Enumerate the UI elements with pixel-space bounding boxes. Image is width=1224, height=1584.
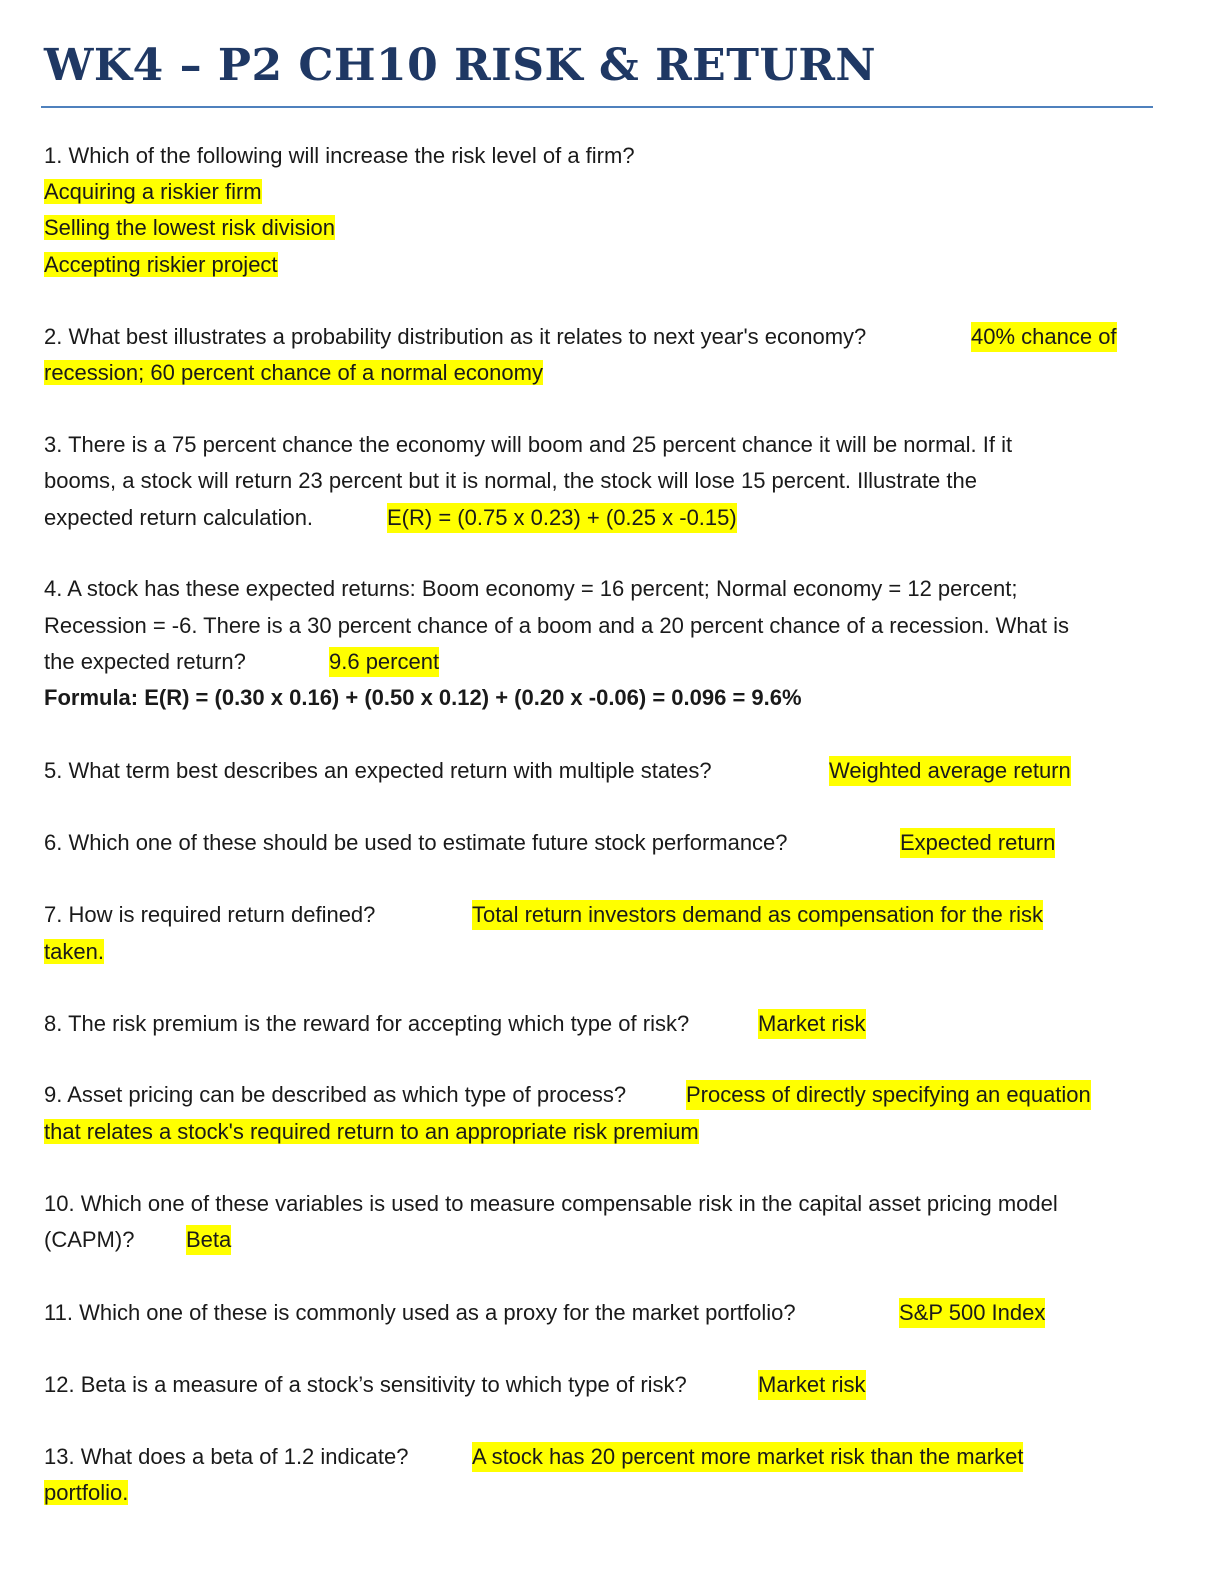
question-1-answer-1 [44, 177, 262, 207]
question-11-text: 11. Which one of these is commonly used as a proxy for the market portfolio? [44, 1300, 796, 1325]
question-4-text-3: the expected return? [44, 649, 246, 674]
question-10-text-1: 10. Which one of these variables is used to measure compensable risk in the capital asset pricing model [44, 1191, 1058, 1216]
formula-text: Formula: E(R) = (0.30 x 0.16) + (0.50 x 0.12) + (0.20 x -0.06) = 0.096 = 9.6% [44, 685, 802, 710]
question-2-answer-continued [44, 358, 543, 388]
question-3-answer: E(R) = (0.75 x 0.23) + (0.25 x -0.15) [387, 503, 737, 533]
question-10-line-1 [44, 1189, 1058, 1219]
question-1-answer-3 [44, 250, 278, 280]
question-9 [44, 1080, 1091, 1110]
question-2-answer-part-2: recession; 60 percent chance of a normal economy [44, 360, 543, 385]
question-13-answer-part-2: portfolio. [44, 1480, 129, 1505]
question-3-line-2 [44, 466, 977, 496]
question-10-text-2: (CAPM)? [44, 1227, 135, 1252]
question-3-text-3: expected return calculation. [44, 505, 314, 530]
question-10-answer: Beta [186, 1225, 231, 1255]
question-13-answer-part-1: A stock has 20 percent more market risk than the market [472, 1442, 1023, 1472]
question-8 [44, 1009, 866, 1039]
question-5-text: 5. What term best describes an expected return with multiple states? [44, 758, 712, 783]
question-1-text: 1. Which of the following will increase the risk level of a firm? [44, 143, 635, 168]
question-7-answer-part-1: Total return investors demand as compensation for the risk [472, 900, 1043, 930]
question-9-answer-part-2: that relates a stock's required return to an appropriate risk premium [44, 1119, 699, 1144]
question-8-answer: Market risk [758, 1009, 866, 1039]
question-12-text: 12. Beta is a measure of a stock’s sensitivity to which type of risk? [44, 1372, 687, 1397]
question-9-text: 9. Asset pricing can be described as which type of process? [44, 1082, 627, 1107]
question-6 [44, 828, 1056, 858]
question-4-formula [44, 683, 802, 713]
question-2-answer-part-1: 40% chance of [971, 322, 1117, 352]
question-2 [44, 322, 1117, 352]
question-7-text: 7. How is required return defined? [44, 902, 376, 927]
question-7 [44, 900, 1044, 930]
question-3-line-1 [44, 430, 1012, 460]
highlighted-answer: Acquiring a riskier firm [44, 179, 262, 204]
question-11-answer: S&P 500 Index [899, 1298, 1045, 1328]
question-12-answer: Market risk [758, 1370, 866, 1400]
title-divider [41, 106, 1153, 108]
question-3-text-1: 3. There is a 75 percent chance the economy will boom and 25 percent chance it will be normal. If it [44, 432, 1013, 457]
highlighted-answer: Selling the lowest risk division [44, 215, 336, 240]
question-4-text-2: Recession = -6. There is a 30 percent chance of a boom and a 20 percent chance of a recession. What is [44, 613, 1070, 638]
question-13-answer-continued [44, 1478, 128, 1508]
question-1-answer-2 [44, 213, 335, 243]
question-11 [44, 1298, 1046, 1328]
question-10-line-2 [44, 1225, 232, 1255]
question-5-answer: Weighted average return [829, 756, 1071, 786]
question-4-text-1: 4. A stock has these expected returns: Boom economy = 16 percent; Normal economy = 12 percent; [44, 576, 1018, 601]
question-1 [44, 141, 635, 171]
question-13-text: 13. What does a beta of 1.2 indicate? [44, 1444, 409, 1469]
question-8-text: 8. The risk premium is the reward for accepting which type of risk? [44, 1011, 690, 1036]
question-4-line-2 [44, 611, 1069, 641]
highlighted-answer: Accepting riskier project [44, 252, 278, 277]
question-6-text: 6. Which one of these should be used to estimate future stock performance? [44, 830, 788, 855]
question-7-answer-continued [44, 937, 104, 967]
question-9-answer-part-1: Process of directly specifying an equation [686, 1080, 1091, 1110]
question-3-line-3 [44, 503, 737, 533]
page-title: WK4 – P2 CH10 RISK & RETURN [44, 40, 877, 91]
question-4-line-1 [44, 574, 1017, 604]
question-6-answer: Expected return [900, 828, 1055, 858]
question-13 [44, 1442, 1024, 1472]
question-2-text: 2. What best illustrates a probability distribution as it relates to next year's economy? [44, 324, 867, 349]
question-3-text-2: booms, a stock will return 23 percent but it is normal, the stock will lose 15 percent. Illustrate the [44, 468, 977, 493]
question-9-answer-continued [44, 1117, 699, 1147]
question-4-line-3 [44, 647, 440, 677]
question-4-answer: 9.6 percent [329, 647, 439, 677]
question-12 [44, 1370, 866, 1400]
question-5 [44, 756, 1071, 786]
question-7-answer-part-2: taken. [44, 939, 104, 964]
